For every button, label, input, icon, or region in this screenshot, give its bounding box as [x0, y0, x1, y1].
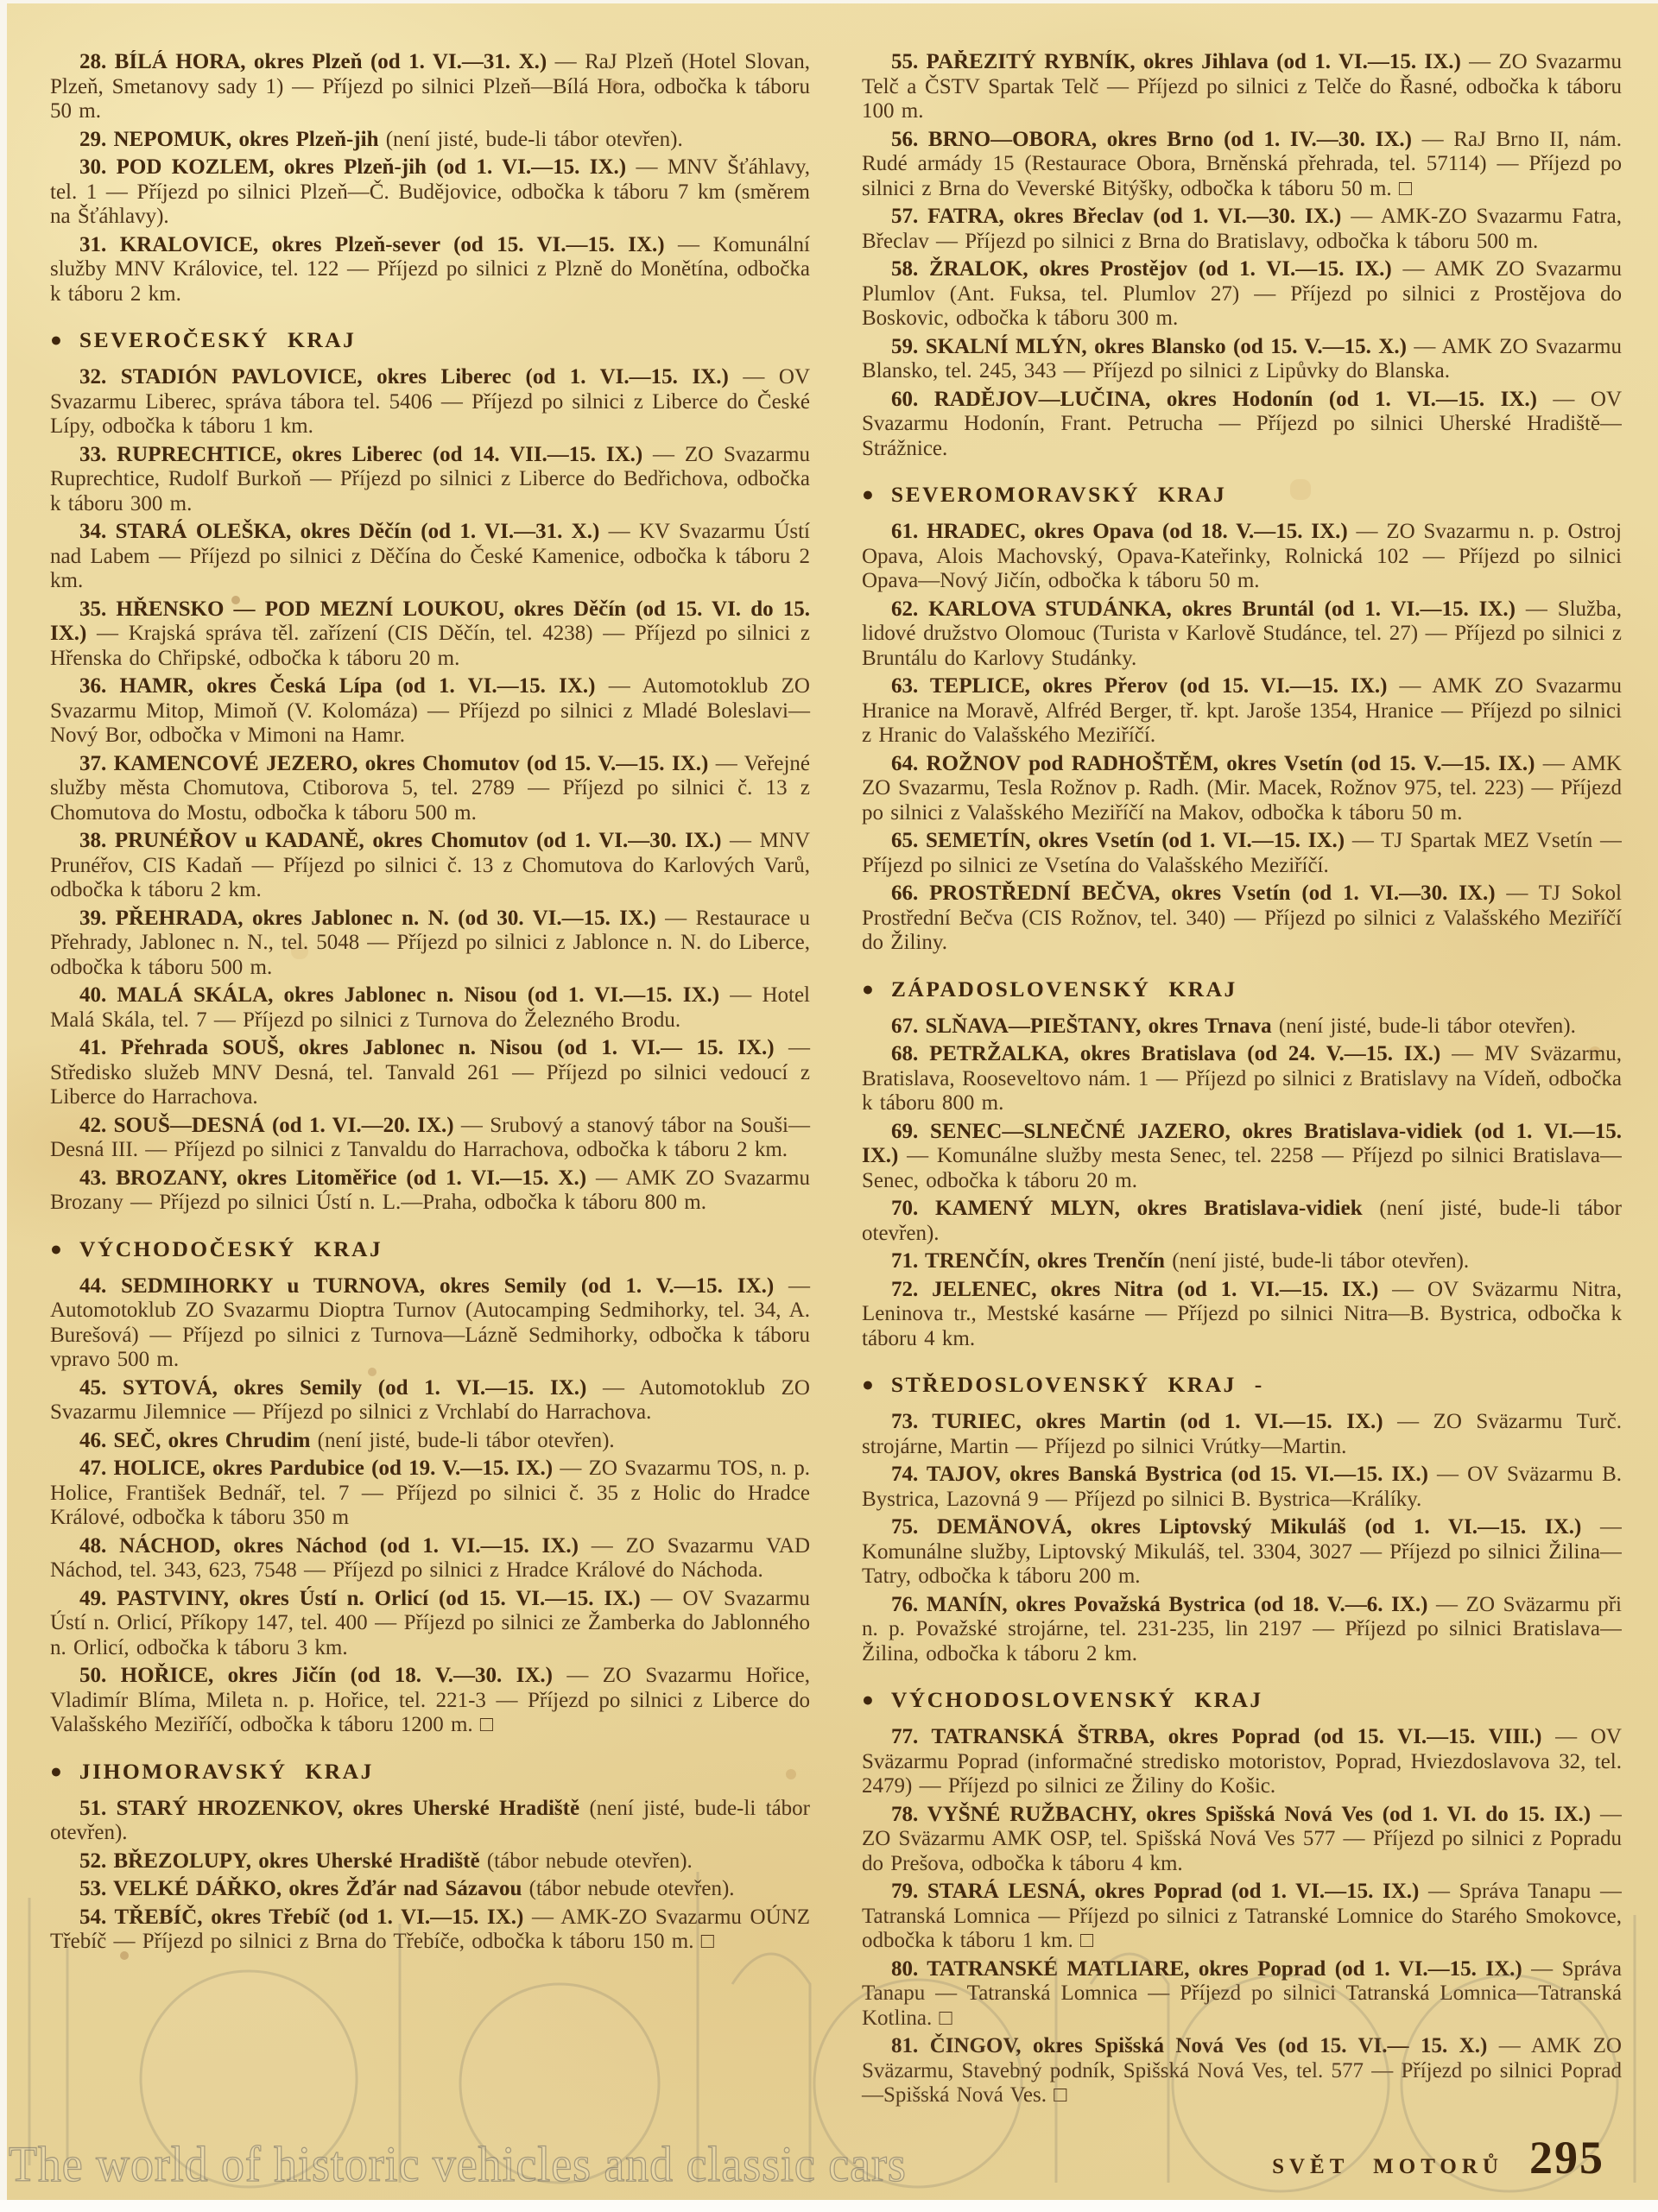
camp-entry-46 — [50, 1429, 810, 1454]
camp-entry-37 — [50, 752, 810, 826]
entry-text: (není jisté, bude-li tábor otevřen). — [862, 1197, 1622, 1245]
region-title: SEVEROMORAVSKÝ KRAJ — [890, 482, 1227, 507]
camp-entry-79 — [862, 1880, 1622, 1954]
camp-entry-73 — [862, 1410, 1622, 1459]
entry-text: — Automotoklub ZO Svazarmu Jilemnice — Příjezd po silnici z Vrchlabí do Harrachova. — [50, 1375, 810, 1424]
camp-entry-51 — [50, 1797, 810, 1846]
camp-entry-53 — [50, 1877, 810, 1902]
camp-entry-75 — [862, 1515, 1622, 1589]
camp-entry-35 — [50, 597, 810, 672]
camp-entry-72 — [862, 1278, 1622, 1352]
entry-text: — RaJ Plzeň (Hotel Slovan, Plzeň, Smetanovy sady 1) — Příjezd po silnici Plzeň—Bílá Hora, odbočka k táboru 50 m. — [50, 50, 811, 123]
entry-head: 42. SOUŠ—DESNÁ (od 1. VI.—20. IX.) — [79, 1113, 454, 1137]
entry-head: 47. HOLICE, okres Pardubice (od 19. V.—15. IX.) — [79, 1457, 554, 1480]
entry-head: 78. VYŠNÉ RUŽBACHY, okres Spišská Nová Ves (od 1. VI. do 15. IX.) — [891, 1802, 1592, 1826]
camp-entry-42 — [50, 1114, 810, 1163]
camp-entry-30 — [50, 155, 810, 230]
paper-sheet — [7, 3, 1658, 2200]
bullet-icon: ● — [862, 483, 874, 505]
entry-text: — ZO Sväzarmu AMK OSP, tel. Spišská Nová Ves 577 — Příjezd po silnici z Popradu do Prešova, odbočka k táboru 4 km. — [862, 1802, 1622, 1875]
entry-text: — AMK ZO Svazarmu Plumlov (Ant. Fuksa, tel. Plumlov 27) — Příjezd po silnici z Prostějova do Boskovic, odbočka k táboru 300 m. — [862, 257, 1622, 330]
camp-entry-80 — [862, 1957, 1622, 2032]
bullet-icon: ● — [50, 1760, 62, 1782]
entry-text: — AMK ZO Svazarmu Hranice na Moravě, Alfréd Berger, tř. kpt. Jaroše 1354, Hranice — Příjezd po silnici z Hranic do Valašského Meziříčí. — [862, 674, 1622, 747]
camp-entry-70 — [862, 1197, 1622, 1246]
entry-head: 43. BROZANY, okres Litoměřice (od 1. VI.—15. X.) — [79, 1166, 587, 1190]
camp-entry-28 — [50, 50, 810, 124]
camp-entry-36 — [50, 674, 810, 749]
entry-head: 63. TEPLICE, okres Přerov (od 15. VI.—15. IX.) — [891, 674, 1388, 698]
entry-head: 28. BÍLÁ HORA, okres Plzeň (od 1. VI.—31. X.) — [79, 50, 547, 73]
entry-text: (není jisté, bude-li tábor otevřen). — [50, 1796, 810, 1844]
entry-text: — AMK ZO Svazarmu Blansko, tel. 245, 343 — Příjezd po silnici z Lipůvky do Blanska. — [862, 334, 1622, 382]
entry-text: — ZO Svazarmu Ruprechtice, Rudolf Burkoň — Příjezd po silnici z Liberce do Bedřichova, odbočka k táboru 300 m. — [50, 442, 810, 515]
region-header — [50, 1759, 810, 1785]
entry-text: — ZO Svazarmu Telč a ČSTV Spartak Telč — Příjezd po silnici z Telče do Řasné, odbočka k táboru 100 m. — [862, 50, 1622, 123]
entry-text: — ZO Svazarmu Hořice, Vladimír Blíma, Mileta n. p. Hořice, tel. 221-3 — Příjezd po silnici z Liberce do Valašského Meziříčí, odbočka k táboru 1200 m. □ — [50, 1664, 810, 1736]
entry-head: 65. SEMETÍN, okres Vsetín (od 1. VI.—15. IX.) — [891, 829, 1345, 852]
region-header — [862, 1372, 1622, 1398]
entry-head: 30. POD KOZLEM, okres Plzeň-jih (od 1. VI.—15. IX.) — [79, 155, 627, 179]
camp-entry-43 — [50, 1166, 810, 1216]
camp-entry-47 — [50, 1457, 810, 1531]
camp-entry-48 — [50, 1534, 810, 1583]
entry-text: — ZO Svazarmu VAD Náchod, tel. 343, 623, 7548 — Příjezd po silnici z Hradce Králové do Náchoda. — [50, 1533, 810, 1582]
right-column — [862, 50, 1622, 2139]
entry-text: — OV Svazarmu Hodonín, Frant. Petrucha — Příjezd po silnici Uherské Hradiště—Strážnice. — [862, 387, 1622, 460]
camp-entry-63 — [862, 674, 1622, 749]
entry-text: — OV Sväzarmu Nitra, Leninova tr., Mestské kasárne — Příjezd po silnici Nitra—B. Bystrica, odbočka k táboru 4 km. — [862, 1277, 1622, 1350]
entry-text: (není jisté, bude-li tábor otevřen). — [1271, 1014, 1576, 1038]
camp-entry-61 — [862, 520, 1622, 594]
entry-text: (není jisté, bude-li tábor otevřen). — [378, 127, 683, 151]
camp-entry-67 — [862, 1014, 1622, 1040]
entry-text: — TJ Spartak MEZ Vsetín — Příjezd po silnici ze Vsetína do Valašského Meziříčí. — [862, 829, 1622, 877]
entry-head: 69. SENEC—SLNEČNÉ JAZERO, okres Bratislava-vidiek (od 1. VI.—15. IX.) — [862, 1119, 1622, 1167]
entry-text: — AMK-ZO Svazarmu Fatra, Břeclav — Příjezd po silnici z Brna do Bratislavy, odbočka k táboru 500 m. — [862, 205, 1622, 253]
camp-entry-49 — [50, 1587, 810, 1661]
camp-entry-50 — [50, 1664, 810, 1738]
entry-text: (tábor nebude otevřen). — [522, 1877, 735, 1900]
entry-text: — Hotel Malá Skála, tel. 7 — Příjezd po silnici z Turnova do Železného Brodu. — [50, 983, 810, 1032]
entry-head: 29. NEPOMUK, okres Plzeň-jih — [79, 127, 379, 151]
entry-head: 53. VELKÉ DÁŘKO, okres Žďár nad Sázavou — [79, 1877, 522, 1900]
camp-entry-39 — [50, 907, 810, 981]
entry-text: — Komunální služby MNV Královice, tel. 122 — Příjezd po silnici z Plzně do Monětína, odbočka k táboru 2 km. — [50, 232, 810, 306]
entry-head: 45. SYTOVÁ, okres Semily (od 1. VI.—15. IX.) — [79, 1375, 587, 1400]
entry-head: 51. STARÝ HROZENKOV, okres Uherské Hradiště — [79, 1796, 580, 1820]
camp-entry-29 — [50, 128, 810, 153]
camp-entry-66 — [862, 882, 1622, 956]
region-title: VÝCHODOSLOVENSKÝ KRAJ — [890, 1687, 1263, 1712]
camp-entry-41 — [50, 1036, 810, 1110]
camp-entry-31 — [50, 233, 810, 307]
entry-text: — Automotoklub ZO Svazarmu Mitop, Mimoň (V. Kolomáza) — Příjezd po silnici z Mladé Boleslavi—Nový Bor, odbočka v Mimoni na Hamr. — [50, 674, 810, 747]
entry-text: — ZO Svazarmu TOS, n. p. Holice, František Bednář, tel. 7 — Příjezd po silnici č. 35 z Holic do Hradce Králové, odbočka k táboru 350 m — [50, 1457, 810, 1529]
entry-text: — ZO Sväzarmu Turč. strojárne, Martin — Příjezd po silnici Vrútky—Martin. — [862, 1410, 1622, 1458]
entry-text: — Správa Tanapu — Tatranská Lomnica — Příjezd po silnici Tatranská Lomnica—Tatranská Kotlina. □ — [862, 1956, 1622, 2030]
scan-edge-top — [0, 0, 1658, 3]
camp-entry-55 — [862, 50, 1622, 124]
camp-entry-65 — [862, 829, 1622, 878]
entry-text: — Středisko služeb MNV Desná, tel. Tanvald 261 — Příjezd po silnici vedoucí z Liberce do Harrachova. — [50, 1036, 811, 1109]
bullet-icon: ● — [50, 329, 62, 351]
entry-head: 46. SEČ, okres Chrudim — [79, 1428, 311, 1452]
entry-text: — AMK-ZO Svazarmu OÚNZ Třebíč — Příjezd po silnici z Brna do Třebíče, odbočka k táboru 150 m. □ — [50, 1905, 810, 1953]
watermark-caption: The world of historic vehicles and classic cars — [9, 2136, 907, 2192]
entry-head: 67. SLŇAVA—PIEŠTANY, okres Trnava — [891, 1014, 1272, 1038]
entry-text: — OV Sväzarmu B. Bystrica, Lazovná 9 — Příjezd po silnici B. Bystrica—Králíky. — [862, 1463, 1622, 1511]
region-title: ZÁPADOSLOVENSKÝ KRAJ — [890, 976, 1237, 1002]
entry-head: 64. ROŽNOV pod RADHOŠTĚM, okres Vsetín (od 15. V.—15. IX.) — [891, 751, 1535, 775]
entry-text: — ZO Svazarmu n. p. Ostroj Opava, Alois Machovský, Opava-Kateřinky, Rolnická 102 — Příjezd po silnici Opava—Nový Jičín, odbočka k táboru 50 m. — [862, 520, 1622, 592]
entry-text: — MNV Šťáhlavy, tel. 1 — Příjezd po silnici Plzeň—Č. Budějovice, odbočka k táboru 7 km (směrem na Šťáhlavy). — [50, 155, 810, 228]
entry-head: 35. HŘENSKO — POD MEZNÍ LOUKOU, okres Děčín (od 15. VI. do 15. IX.) — [50, 597, 810, 645]
entry-head: 60. RADĚJOV—LUČINA, okres Hodonín (od 1. VI.—15. IX.) — [891, 387, 1537, 411]
entry-text: — AMK ZO Sväzarmu, Stavebný podník, Spišská Nová Ves, tel. 577 — Příjezd po silnici Poprad—Spišská Nová Ves. □ — [862, 2034, 1622, 2107]
entry-text: (není jisté, bude-li tábor otevřen). — [310, 1428, 615, 1452]
entry-text: — OV Svazarmu Ústí n. Orlicí, Příkopy 147, tel. 400 — Příjezd po silnici ze Žamberka do Jablonného n. Orlicí, odbočka k táboru 3 km. — [50, 1586, 810, 1659]
entry-head: 57. FATRA, okres Břeclav (od 1. VI.—30. IX.) — [891, 205, 1342, 228]
entry-text: — TJ Sokol Prostřední Bečva (CIS Rožnov, tel. 340) — Příjezd po silnici z Valašského Meziříčí do Žiliny. — [862, 882, 1622, 954]
entry-head: 34. STARÁ OLEŠKA, okres Děčín (od 1. VI.—31. X.) — [79, 520, 600, 543]
entry-head: 75. DEMÄNOVÁ, okres Liptovský Mikuláš (od 1. VI.—15. IX.) — [891, 1515, 1582, 1539]
camp-entry-69 — [862, 1120, 1622, 1194]
camp-entry-60 — [862, 388, 1622, 462]
entry-head: 56. BRNO—OBORA, okres Brno (od 1. IV.—30. IX.) — [891, 127, 1412, 151]
entry-text: — AMK ZO Svazarmu, Tesla Rožnov p. Radh. (Mir. Macek, Rožnov 975, tel. 223) — Příjezd po silnici z Valašského Meziříčí na Makov, odbočka k táboru 50 m. — [862, 751, 1622, 825]
camp-entry-58 — [862, 257, 1622, 332]
entry-head: 66. PROSTŘEDNÍ BEČVA, okres Vsetín (od 1. VI.—30. IX.) — [891, 882, 1496, 905]
entry-head: 58. ŽRALOK, okres Prostějov (od 1. VI.—15. IX.) — [891, 257, 1392, 281]
entry-head: 76. MANÍN, okres Považská Bystrica (od 18. V.—6. IX.) — [891, 1592, 1428, 1616]
entry-head: 59. SKALNÍ MLÝN, okres Blansko (od 15. V.—15. X.) — [891, 334, 1407, 358]
left-column — [50, 50, 810, 2139]
entry-head: 49. PASTVINY, okres Ústí n. Orlicí (od 15. VI.—15. IX.) — [79, 1586, 641, 1610]
camp-entry-76 — [862, 1593, 1622, 1667]
entry-text: — ZO Sväzarmu při n. p. Považské strojárne, tel. 231-235, lin 2197 — Příjezd po silnici Bratislava—Žilina, odbočka k táboru 2 km. — [862, 1592, 1622, 1665]
scan-edge-left — [0, 0, 7, 2212]
entry-head: 62. KARLOVA STUDÁNKA, okres Bruntál (od 1. VI.—15. IX.) — [891, 597, 1516, 621]
region-header — [862, 976, 1622, 1002]
entry-text: — RaJ Brno II, nám. Rudé armády 15 (Restaurace Obora, Brněnská přehrada, tel. 57114) — Příjezd po silnici z Brna do Veverské Bitýšky, odbočka k táboru 50 m. □ — [862, 127, 1622, 200]
page-footer — [1272, 2131, 1604, 2184]
entry-head: 41. Přehrada SOUŠ, okres Jablonec n. Nisou (od 1. VI.— 15. IX.) — [79, 1036, 775, 1059]
camp-entry-68 — [862, 1042, 1622, 1116]
entry-text: — Krajská správa těl. zařízení (CIS Děčín, tel. 4238) — Příjezd po silnici z Hřenska do Chřipské, odbočka k táboru 20 m. — [50, 622, 810, 670]
entry-head: 77. TATRANSKÁ ŠTRBA, okres Poprad (od 15. VI.—15. VIII.) — [891, 1725, 1542, 1748]
camp-entry-78 — [862, 1803, 1622, 1877]
paper-stains — [7, 3, 12, 9]
entry-text: — Služba, lidové družstvo Olomouc (Turista v Karlově Studánce, tel. 27) — Příjezd po silnici z Bruntálu do Karlovy Studánky. — [862, 597, 1622, 670]
region-title: SEVEROČESKÝ KRAJ — [79, 327, 357, 352]
entry-text: — Veřejné služby města Chomutova, Ctiborova 5, tel. 2789 — Příjezd po silnici č. 13 z Chomutova do Mostu, odbočka k táboru 500 m. — [50, 751, 810, 825]
entry-head: 71. TRENČÍN, okres Trenčín — [891, 1249, 1165, 1273]
entry-head: 52. BŘEZOLUPY, okres Uherské Hradiště — [79, 1849, 480, 1873]
region-header — [50, 1236, 810, 1262]
entry-text: — Komunálne služby, Liptovský Mikuláš, tel. 3304, 3027 — Příjezd po silnici Žilina—Tatry, odbočka k táboru 200 m. — [862, 1515, 1622, 1588]
entry-head: 80. TATRANSKÉ MATLIARE, okres Poprad (od 1. VI.—15. IX.) — [891, 1956, 1522, 1981]
bullet-icon: ● — [862, 1374, 874, 1395]
entry-head: 74. TAJOV, okres Banská Bystrica (od 15. VI.—15. IX.) — [891, 1463, 1428, 1486]
scan-edge-bottom — [0, 2200, 1658, 2212]
entry-head: 54. TŘEBÍČ, okres Třebíč (od 1. VI.—15. IX.) — [79, 1905, 524, 1929]
entry-head: 33. RUPRECHTICE, okres Liberec (od 14. VII.—15. IX.) — [79, 442, 643, 466]
camp-entry-40 — [50, 983, 810, 1033]
entry-head: 44. SEDMIHORKY u TURNOVA, okres Semily (od 1. V.—15. IX.) — [79, 1273, 775, 1298]
camp-entry-54 — [50, 1905, 810, 1955]
entry-text: — AMK ZO Svazarmu Brozany — Příjezd po silnici Ústí n. L.—Praha, odbočka k táboru 800 m. — [50, 1166, 811, 1214]
entry-text: (není jisté, bude-li tábor otevřen). — [1164, 1249, 1470, 1273]
region-title: VÝCHODOČESKÝ KRAJ — [79, 1236, 383, 1261]
entry-text: — Restaurace u Přehrady, Jablonec n. N., tel. 5048 — Příjezd po silnici z Jablonce n. N. do Liberce, odbočka k táboru 500 m. — [50, 906, 811, 979]
entry-text: — KV Svazarmu Ústí nad Labem — Příjezd po silnici z Děčína do České Kamenice, odbočka k táboru 2 km. — [50, 520, 810, 592]
entry-head: 31. KRALOVICE, okres Plzeň-sever (od 15. VI.—15. IX.) — [79, 232, 665, 256]
camp-entry-44 — [50, 1274, 810, 1373]
camp-entry-62 — [862, 597, 1622, 672]
entry-head: 79. STARÁ LESNÁ, okres Poprad (od 1. VI.—15. IX.) — [891, 1880, 1420, 1903]
bullet-icon: ● — [862, 1689, 874, 1710]
entry-head: 68. PETRŽALKA, okres Bratislava (od 24. V.—15. IX.) — [891, 1042, 1441, 1065]
camp-entry-33 — [50, 443, 810, 517]
two-column-text — [50, 50, 1622, 2139]
entry-head: 70. KAMENÝ MLYN, okres Bratislava-vidiek — [891, 1197, 1363, 1220]
region-header — [862, 482, 1622, 508]
entry-head: 61. HRADEC, okres Opava (od 18. V.—15. IX.) — [891, 520, 1348, 543]
camp-entry-56 — [862, 128, 1622, 202]
camp-entry-74 — [862, 1463, 1622, 1512]
entry-text: — MNV Prunéřov, CIS Kadaň — Příjezd po silnici č. 13 z Chomutova do Karlových Varů, odbočka k táboru 2 km. — [50, 829, 810, 901]
camp-entry-45 — [50, 1376, 810, 1425]
camp-entry-38 — [50, 829, 810, 903]
camp-entry-81 — [862, 2034, 1622, 2108]
magazine-title: SVĚT MOTORŮ — [1272, 2155, 1503, 2178]
region-header — [862, 1687, 1622, 1713]
camp-entry-64 — [862, 752, 1622, 826]
entry-head: 73. TURIEC, okres Martin (od 1. VI.—15. IX.) — [891, 1410, 1383, 1433]
entry-head: 39. PŘEHRADA, okres Jablonec n. N. (od 30. VI.—15. IX.) — [79, 906, 656, 930]
camp-entry-57 — [862, 205, 1622, 254]
bullet-icon: ● — [50, 1237, 62, 1260]
entry-text: — Správa Tanapu — Tatranská Lomnica — Příjezd po silnici z Tatranské Lomnice do Starého Smokovce, odbočka k táboru 1 km. □ — [862, 1880, 1622, 1952]
camp-entry-32 — [50, 365, 810, 439]
entry-text: — OV Sväzarmu Poprad (informačné stredisko motoristov, Poprad, Hviezdoslavova 32, tel. 2479) — Příjezd po silnici ze Žiliny do Košic. — [862, 1725, 1622, 1798]
camp-entry-52 — [50, 1849, 810, 1874]
entry-text: — Komunálne služby mesta Senec, tel. 2258 — Příjezd po silnici Bratislava—Senec, odbočka k táboru 20 m. — [862, 1144, 1622, 1192]
entry-head: 55. PAŘEZITÝ RYBNÍK, okres Jihlava (od 1. VI.—15. IX.) — [891, 50, 1461, 73]
entry-head: 72. JELENEC, okres Nitra (od 1. VI.—15. IX.) — [891, 1277, 1379, 1301]
entry-text: — Automotoklub ZO Svazarmu Dioptra Turnov (Autocamping Sedmihorky, tel. 34, A. Burešová) — Příjezd po silnici z Turnova—Lázně Sedmihorky, odbočka k táboru vpravo 500 m. — [50, 1273, 810, 1371]
camp-entry-59 — [862, 335, 1622, 384]
entry-head: 38. PRUNÉŘOV u KADANĚ, okres Chomutov (od 1. VI.—30. IX.) — [79, 829, 722, 852]
entry-text: (tábor nebude otevřen). — [479, 1849, 693, 1873]
entry-text: — OV Svazarmu Liberec, správa tábora tel. 5406 — Příjezd po silnici z Liberce do České Lípy, odbočka k táboru 1 km. — [50, 365, 810, 438]
page-number: 295 — [1529, 2132, 1604, 2184]
entry-head: 81. ČINGOV, okres Spišská Nová Ves (od 15. VI.— 15. X.) — [891, 2034, 1488, 2057]
entry-head: 37. KAMENCOVÉ JEZERO, okres Chomutov (od 15. V.—15. IX.) — [79, 751, 709, 775]
camp-entry-71 — [862, 1249, 1622, 1274]
region-title: STŘEDOSLOVENSKÝ KRAJ - — [890, 1372, 1264, 1397]
entry-head: 50. HOŘICE, okres Jičín (od 18. V.—30. IX.) — [79, 1664, 553, 1687]
entry-head: 32. STADIÓN PAVLOVICE, okres Liberec (od 1. VI.—15. IX.) — [79, 365, 729, 389]
region-header — [50, 327, 810, 353]
bullet-icon: ● — [862, 977, 874, 1000]
region-title: JIHOMORAVSKÝ KRAJ — [79, 1758, 374, 1784]
entry-text: — MV Sväzarmu, Bratislava, Rooseveltovo nám. 1 — Příjezd po silnici z Bratislavy na Vídeň, odbočka k táboru 800 m. — [862, 1042, 1622, 1115]
entry-head: 48. NÁCHOD, okres Náchod (od 1. VI.—15. IX.) — [79, 1533, 579, 1558]
entry-head: 40. MALÁ SKÁLA, okres Jablonec n. Nisou (od 1. VI.—15. IX.) — [79, 983, 720, 1007]
camp-entry-34 — [50, 520, 810, 594]
entry-head: 36. HAMR, okres Česká Lípa (od 1. VI.—15. IX.) — [79, 674, 596, 698]
camp-entry-77 — [862, 1725, 1622, 1799]
entry-text: — Srubový a stanový tábor na Souši—Desná III. — Příjezd po silnici z Tanvaldu do Harrachova, odbočka k táboru 2 km. — [50, 1113, 811, 1161]
